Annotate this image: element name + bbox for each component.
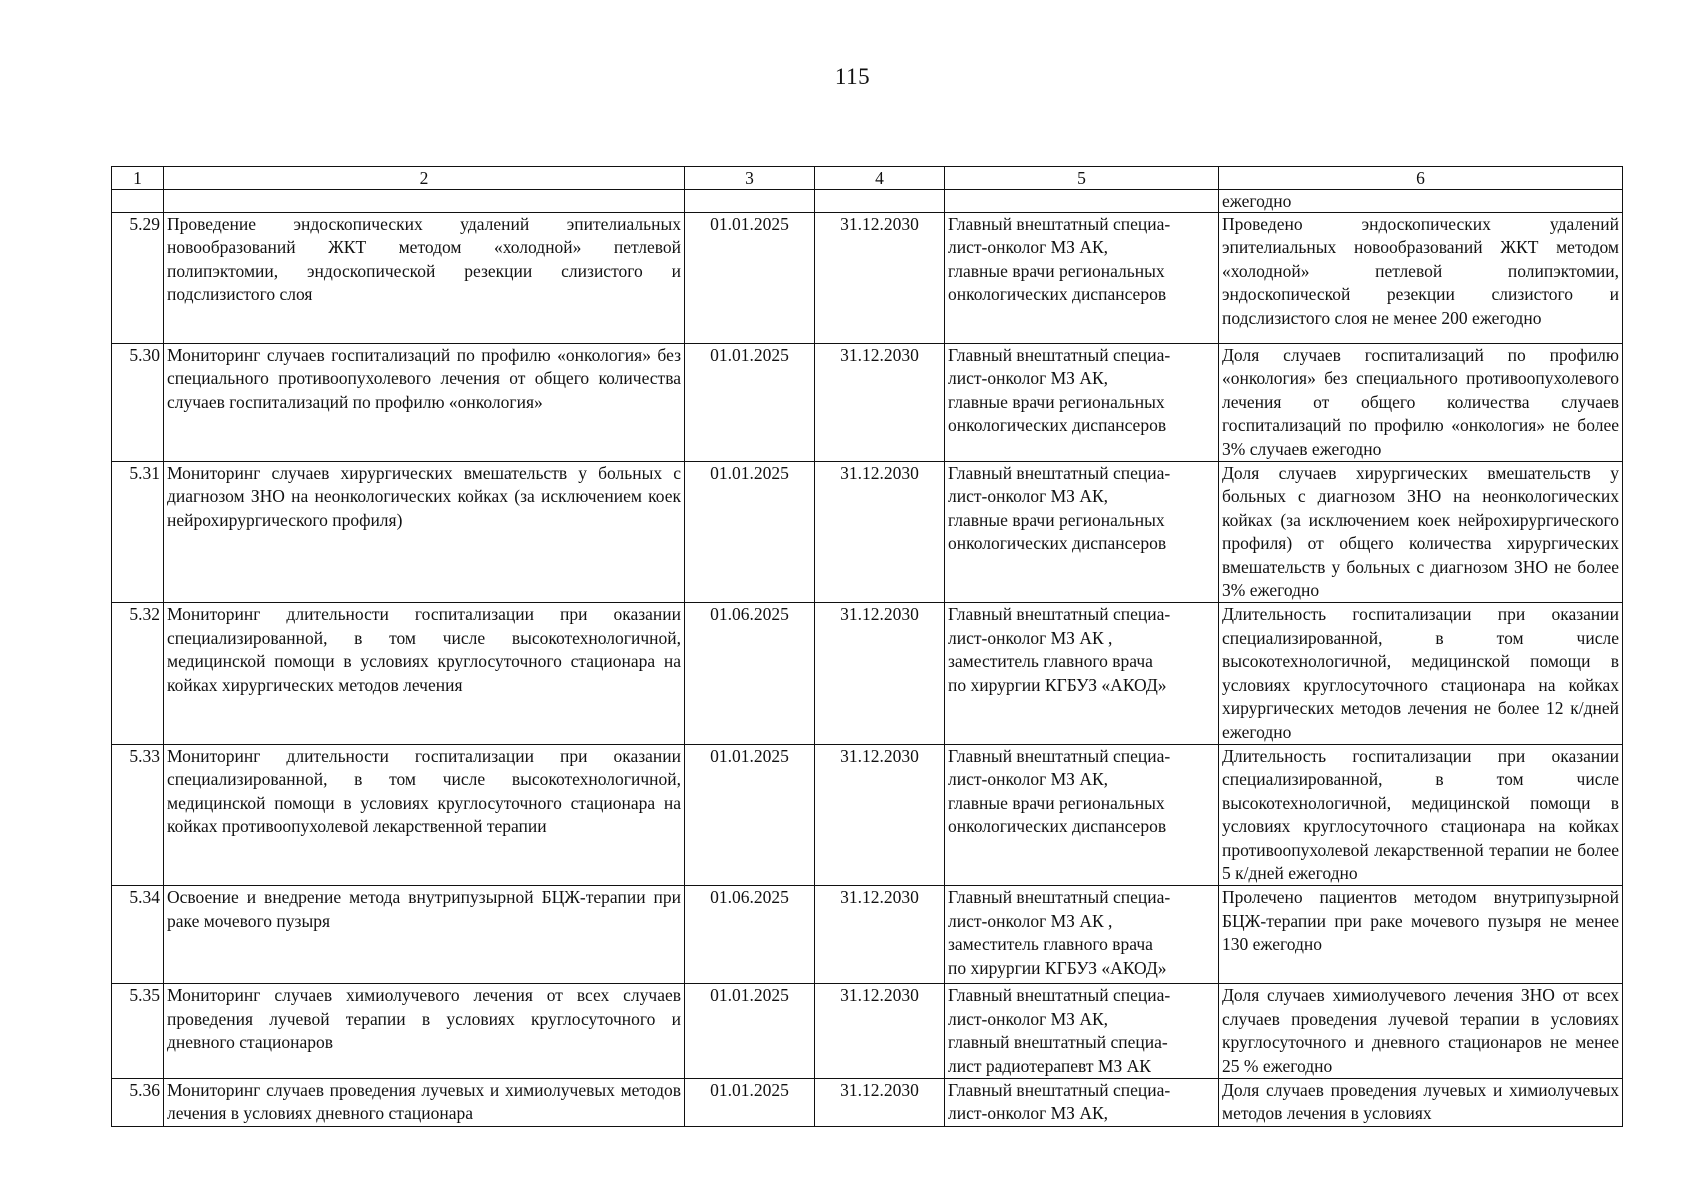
responsible-line: лист-онколог МЗ АК,: [948, 1103, 1109, 1124]
responsible-line: Главный внештатный специа-: [948, 1079, 1171, 1100]
row-number: 5.35: [112, 984, 164, 1079]
row-number: 5.34: [112, 886, 164, 984]
end-date: 31.12.2030: [815, 744, 945, 885]
task-description: Мониторинг случаев хирургических вмешательств у больных с диагнозом ЗНО на неонкологических койках (за исключением коек нейрохирургического профиля): [164, 462, 685, 603]
responsible-line: Главный внештатный специа-: [948, 214, 1171, 234]
task-description: Освоение и внедрение метода внутрипузырной БЦЖ-терапии при раке мочевого пузыря: [164, 886, 685, 984]
table-row: [112, 984, 1623, 1079]
responsible-line: онкологических диспансеров: [948, 816, 1167, 837]
responsible-line: лист радиотерапевт МЗ АК: [948, 1055, 1151, 1076]
end-date: 31.12.2030: [815, 603, 945, 744]
responsible-line: лист-онколог МЗ АК,: [948, 237, 1109, 258]
row-number: 5.30: [112, 344, 164, 462]
responsible-line: главные врачи региональных: [948, 391, 1165, 412]
continuation-text: ежегодно: [1219, 190, 1623, 213]
table-row: [112, 462, 1623, 603]
responsible-line: по хирургии КГБУЗ «АКОД»: [948, 674, 1167, 695]
responsible-line: заместитель главного врача: [948, 651, 1153, 672]
responsible-line: онкологических диспансеров: [948, 533, 1167, 554]
end-date: 31.12.2030: [815, 462, 945, 603]
responsible-line: главный внештатный специа-: [948, 1032, 1168, 1053]
task-description: Мониторинг случаев химиолучевого лечения от всех случаев проведения лучевой терапии в условиях круглосуточного и дневного стационаров: [164, 984, 685, 1079]
expected-result: Доля случаев химиолучевого лечения ЗНО от всех случаев проведения лучевой терапии в условиях круглосуточного и дневного стационаров не менее 25 % ежегодно: [1219, 984, 1623, 1079]
end-date: 31.12.2030: [815, 213, 945, 344]
end-date: 31.12.2030: [815, 1078, 945, 1126]
expected-result: Длительность госпитализации при оказании специализированной, в том числе высокотехнологичной, медицинской помощи в условиях круглосуточного стационара на койках противоопухолевой лекарственной терапии не более 5 к/дней ежегодно: [1219, 744, 1623, 885]
end-date: 31.12.2030: [815, 344, 945, 462]
row-number: 5.32: [112, 603, 164, 744]
task-description: Проведение эндоскопических удалений эпителиальных новообразований ЖКТ методом «холодной» петлевой полипэктомии, эндоскопической резекции слизистого и подслизистого слоя: [164, 213, 685, 344]
column-header: 5: [945, 167, 1219, 190]
row-number: 5.36: [112, 1078, 164, 1126]
responsible-line: лист-онколог МЗ АК,: [948, 486, 1109, 507]
end-date: 31.12.2030: [815, 984, 945, 1079]
end-date: 31.12.2030: [815, 886, 945, 984]
start-date: 01.01.2025: [685, 462, 815, 603]
table-row: [112, 344, 1623, 462]
column-header: 4: [815, 167, 945, 190]
row-number: 5.31: [112, 462, 164, 603]
responsible-line: онкологических диспансеров: [948, 415, 1167, 436]
row-number: 5.29: [112, 213, 164, 344]
responsible-line: Главный внештатный специа-: [948, 604, 1171, 625]
responsible-line: главные врачи региональных: [948, 792, 1165, 813]
responsible-line: онкологических диспансеров: [948, 284, 1167, 305]
responsible-persons: [945, 462, 1219, 603]
column-header: 6: [1219, 167, 1623, 190]
column-header: 1: [112, 167, 164, 190]
start-date: 01.06.2025: [685, 603, 815, 744]
table-row: [112, 603, 1623, 744]
responsible-persons: [945, 886, 1219, 984]
column-header: 3: [685, 167, 815, 190]
task-description: Мониторинг случаев госпитализаций по профилю «онкология» без специального противоопухолевого лечения от общего количества случаев госпитализаций по профилю «онкология»: [164, 344, 685, 462]
start-date: 01.06.2025: [685, 886, 815, 984]
task-description: Мониторинг длительности госпитализации при оказании специализированной, в том числе высокотехнологичной, медицинской помощи в условиях круглосуточного стационара на койках хирургических методов лечения: [164, 603, 685, 744]
responsible-line: Главный внештатный специа-: [948, 887, 1171, 908]
expected-result: Пролечено пациентов методом внутрипузырной БЦЖ-терапии при раке мочевого пузыря не менее 130 ежегодно: [1219, 886, 1623, 984]
responsible-persons: [945, 213, 1219, 344]
continuation-row: [112, 190, 1623, 213]
page-number: 115: [834, 64, 871, 89]
table-row: [112, 213, 1623, 344]
expected-result: Проведено эндоскопических удалений эпителиальных новообразований ЖКТ методом «холодной» петлевой полипэктомии, эндоскопической резекции слизистого и подслизистого слоя не менее 200 ежегодно: [1219, 213, 1623, 344]
responsible-line: лист-онколог МЗ АК,: [948, 368, 1109, 389]
responsible-persons: [945, 603, 1219, 744]
responsible-line: Главный внештатный специа-: [948, 463, 1171, 484]
responsible-line: лист-онколог МЗ АК ,: [948, 910, 1113, 931]
table-row: [112, 744, 1623, 885]
start-date: 01.01.2025: [685, 213, 815, 344]
expected-result: Доля случаев хирургических вмешательств у больных с диагнозом ЗНО на неонкологических койках (за исключением коек нейрохирургического профиля) от общего количества хирургических вмешательств у больных с диагнозом ЗНО не более 3% ежегодно: [1219, 462, 1623, 603]
responsible-line: Главный внештатный специа-: [948, 745, 1171, 766]
responsible-persons: [945, 744, 1219, 885]
table-row: [112, 1078, 1623, 1126]
responsible-line: главные врачи региональных: [948, 509, 1165, 530]
column-number-header-row: [112, 167, 1623, 190]
start-date: 01.01.2025: [685, 344, 815, 462]
responsible-persons: [945, 984, 1219, 1079]
responsible-line: Главный внештатный специа-: [948, 345, 1171, 365]
task-description: Мониторинг случаев проведения лучевых и химиолучевых методов лечения в условиях дневного стационара: [164, 1078, 685, 1126]
column-header: 2: [164, 167, 685, 190]
action-plan-table: [111, 166, 1623, 1127]
responsible-line: лист-онколог МЗ АК,: [948, 1008, 1109, 1029]
start-date: 01.01.2025: [685, 1078, 815, 1126]
task-description: Мониторинг длительности госпитализации при оказании специализированной, в том числе высокотехнологичной, медицинской помощи в условиях круглосуточного стационара на койках противоопухолевой лекарственной терапии: [164, 744, 685, 885]
expected-result: Доля случаев проведения лучевых и химиолучевых методов лечения в условиях: [1219, 1078, 1623, 1126]
responsible-line: главные врачи региональных: [948, 260, 1165, 281]
responsible-line: лист-онколог МЗ АК ,: [948, 627, 1113, 648]
responsible-persons: [945, 344, 1219, 462]
responsible-line: лист-онколог МЗ АК,: [948, 769, 1109, 790]
responsible-line: заместитель главного врача: [948, 934, 1153, 955]
row-number: 5.33: [112, 744, 164, 885]
start-date: 01.01.2025: [685, 984, 815, 1079]
responsible-line: Главный внештатный специа-: [948, 985, 1171, 1006]
start-date: 01.01.2025: [685, 744, 815, 885]
expected-result: Длительность госпитализации при оказании специализированной, в том числе высокотехнологичной, медицинской помощи в условиях круглосуточного стационара на койках хирургических методов лечения не более 12 к/дней ежегодно: [1219, 603, 1623, 744]
table-row: [112, 886, 1623, 984]
responsible-persons: [945, 1078, 1219, 1126]
responsible-line: по хирургии КГБУЗ «АКОД»: [948, 957, 1167, 978]
expected-result: Доля случаев госпитализаций по профилю «онкология» без специального противоопухолевого лечения от общего количества случаев госпитализаций по профилю «онкология» не более 3% случаев ежегодно: [1219, 344, 1623, 462]
